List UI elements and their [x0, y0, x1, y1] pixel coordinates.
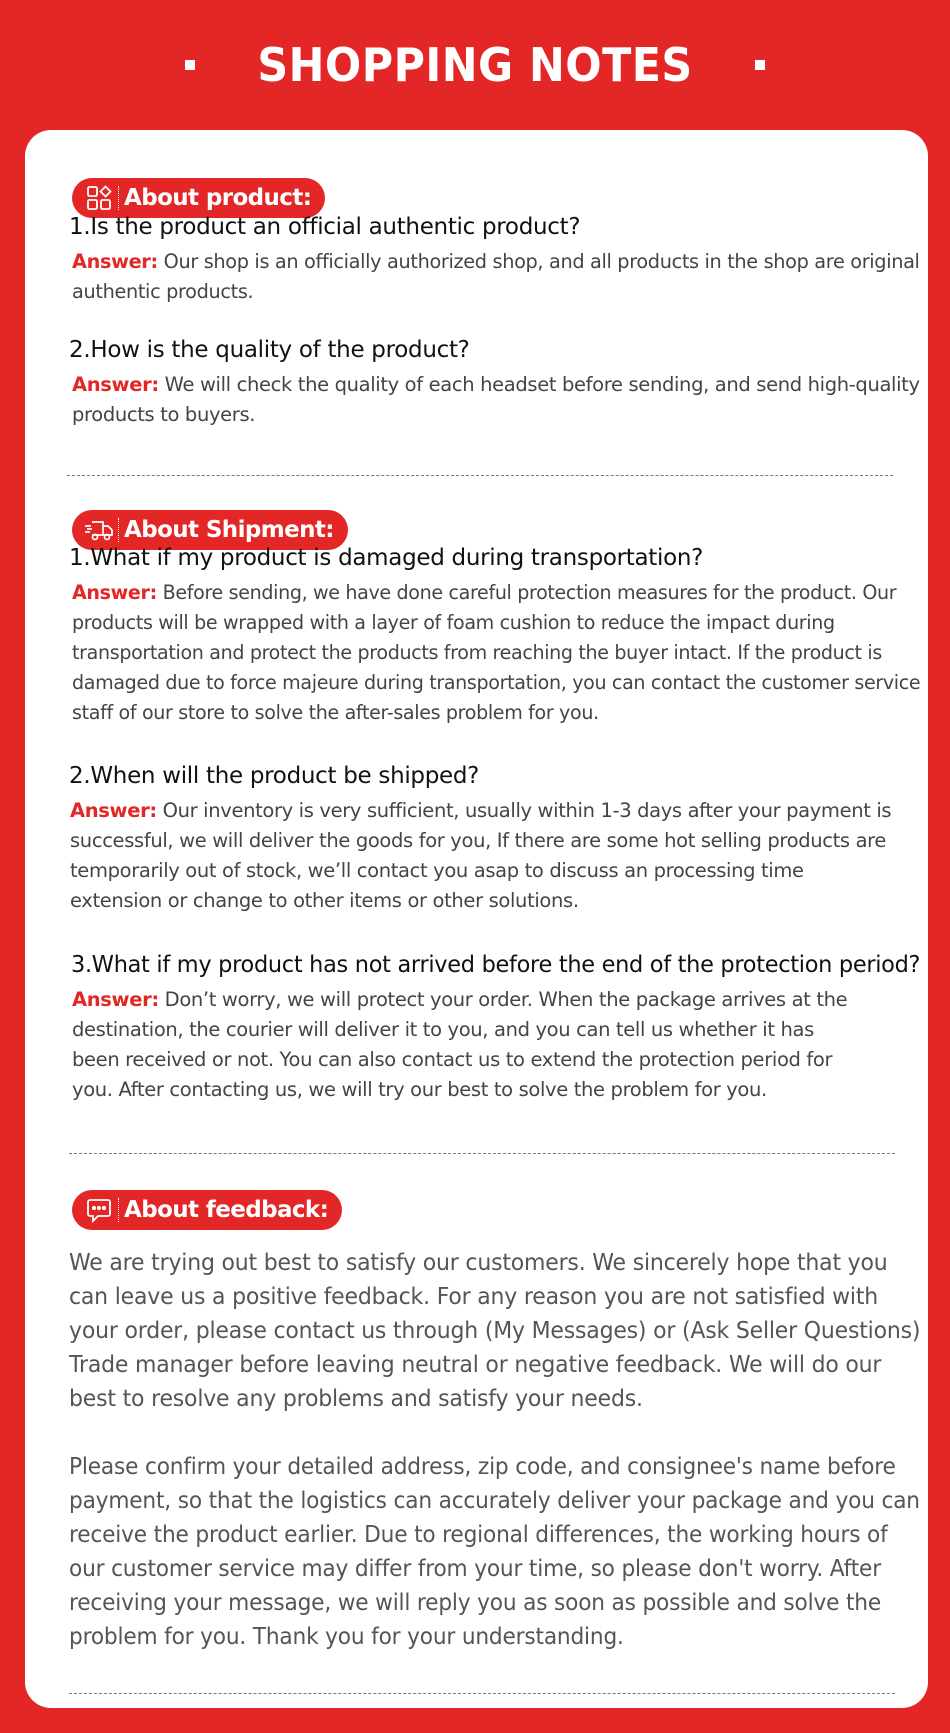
answer-text: Our shop is an officially authorized shop, and all products in the shop are original	[163, 250, 920, 273]
header-square-left	[185, 60, 195, 70]
answer-label: Answer:	[72, 988, 159, 1011]
section-badge-feedback	[72, 1190, 342, 1230]
notes-card	[25, 130, 928, 1708]
answer-text: been received or not. You can also contact us to extend the protection period for	[72, 1048, 833, 1071]
paragraph-line: best to resolve any problems and satisfy your needs.	[69, 1386, 643, 1412]
paragraph-line: Please confirm your detailed address, zip code, and consignee's name before	[69, 1454, 896, 1480]
product-answer-1	[72, 247, 929, 307]
answer-text: extension or change to other items or other solutions.	[70, 889, 579, 912]
section-title-product: About product:	[124, 185, 312, 211]
product-answer-2	[72, 370, 920, 430]
section-divider	[69, 1153, 895, 1154]
paragraph-line: your order, please contact us through (My Messages) or (Ask Seller Questions)	[69, 1318, 921, 1344]
answer-text: transportation and protect the products from reaching the buyer intact. If the product is	[72, 641, 882, 664]
paragraph-line: receive the product earlier. Due to regional differences, the working hours of	[69, 1522, 888, 1548]
badge-separator	[118, 518, 119, 542]
delivery-truck-icon	[84, 517, 114, 543]
badge-separator	[118, 1198, 119, 1222]
paragraph-line: receiving your message, we will reply you as soon as possible and solve the	[69, 1590, 881, 1616]
paragraph-line: our customer service may differ from your time, so please don't worry. After	[69, 1556, 881, 1582]
shipment-question-3: 3.What if my product has not arrived before the end of the protection period?	[71, 952, 921, 978]
answer-text: staff of our store to solve the after-sales problem for you.	[72, 701, 599, 724]
paragraph-line: can leave us a positive feedback. For any reason you are not satisfied with	[69, 1284, 879, 1310]
shipment-answer-2	[70, 796, 891, 916]
answer-text: successful, we will deliver the goods for you, If there are some hot selling products are	[70, 829, 887, 852]
chat-bubble-icon	[84, 1197, 114, 1223]
paragraph-line: payment, so that the logistics can accurately deliver your package and you can	[69, 1488, 920, 1514]
section-badge-product	[72, 178, 325, 218]
answer-label: Answer:	[72, 581, 157, 604]
section-badge-shipment	[72, 510, 348, 550]
feedback-paragraph-2	[69, 1450, 950, 1654]
paragraph-line: problem for you. Thank you for your understanding.	[69, 1624, 624, 1650]
header-square-right	[755, 60, 765, 70]
answer-text: destination, the courier will deliver it to you, and you can tell us whether it has	[72, 1018, 814, 1041]
page-header	[0, 0, 950, 130]
product-question-1: 1.Is the product an official authentic product?	[69, 214, 581, 240]
paragraph-line: We are trying out best to satisfy our customers. We sincerely hope that you	[69, 1250, 888, 1276]
answer-text: We will check the quality of each headset before sending, and send high-quality	[164, 373, 920, 396]
shipment-question-2: 2.When will the product be shipped?	[69, 763, 480, 789]
section-divider	[67, 475, 893, 476]
answer-text: products to buyers.	[72, 403, 256, 426]
answer-label: Answer:	[70, 799, 157, 822]
answer-text: products will be wrapped with a layer of foam cushion to reduce the impact during	[72, 611, 835, 634]
answer-text: Before sending, we have done careful protection measures for the product. Our	[162, 581, 897, 604]
product-question-2: 2.How is the quality of the product?	[69, 337, 470, 363]
shipment-answer-3	[72, 985, 847, 1105]
shipment-answer-1	[72, 578, 939, 728]
paragraph-line: Trade manager before leaving neutral or negative feedback. We will do our	[69, 1352, 882, 1378]
answer-text: authentic products.	[72, 280, 254, 303]
answer-text: you. After contacting us, we will try our best to solve the problem for you.	[72, 1078, 767, 1101]
section-divider	[69, 1693, 895, 1694]
badge-separator	[118, 186, 119, 210]
answer-text: Our inventory is very sufficient, usually within 1-3 days after your payment is	[162, 799, 892, 822]
product-grid-icon	[84, 185, 114, 211]
answer-label: Answer:	[72, 373, 159, 396]
shipment-question-1: 1.What if my product is damaged during transportation?	[69, 545, 704, 571]
answer-text: Don’t worry, we will protect your order. When the package arrives at the	[164, 988, 848, 1011]
section-title-feedback: About feedback:	[124, 1197, 329, 1223]
feedback-paragraph-1	[69, 1246, 950, 1416]
answer-label: Answer:	[72, 250, 158, 273]
section-title-shipment: About Shipment:	[124, 517, 334, 543]
answer-text: temporarily out of stock, we’ll contact you asap to discuss an processing time	[70, 859, 804, 882]
page-title: SHOPPING NOTES	[257, 38, 693, 92]
answer-text: damaged due to force majeure during transportation, you can contact the customer service	[72, 671, 921, 694]
